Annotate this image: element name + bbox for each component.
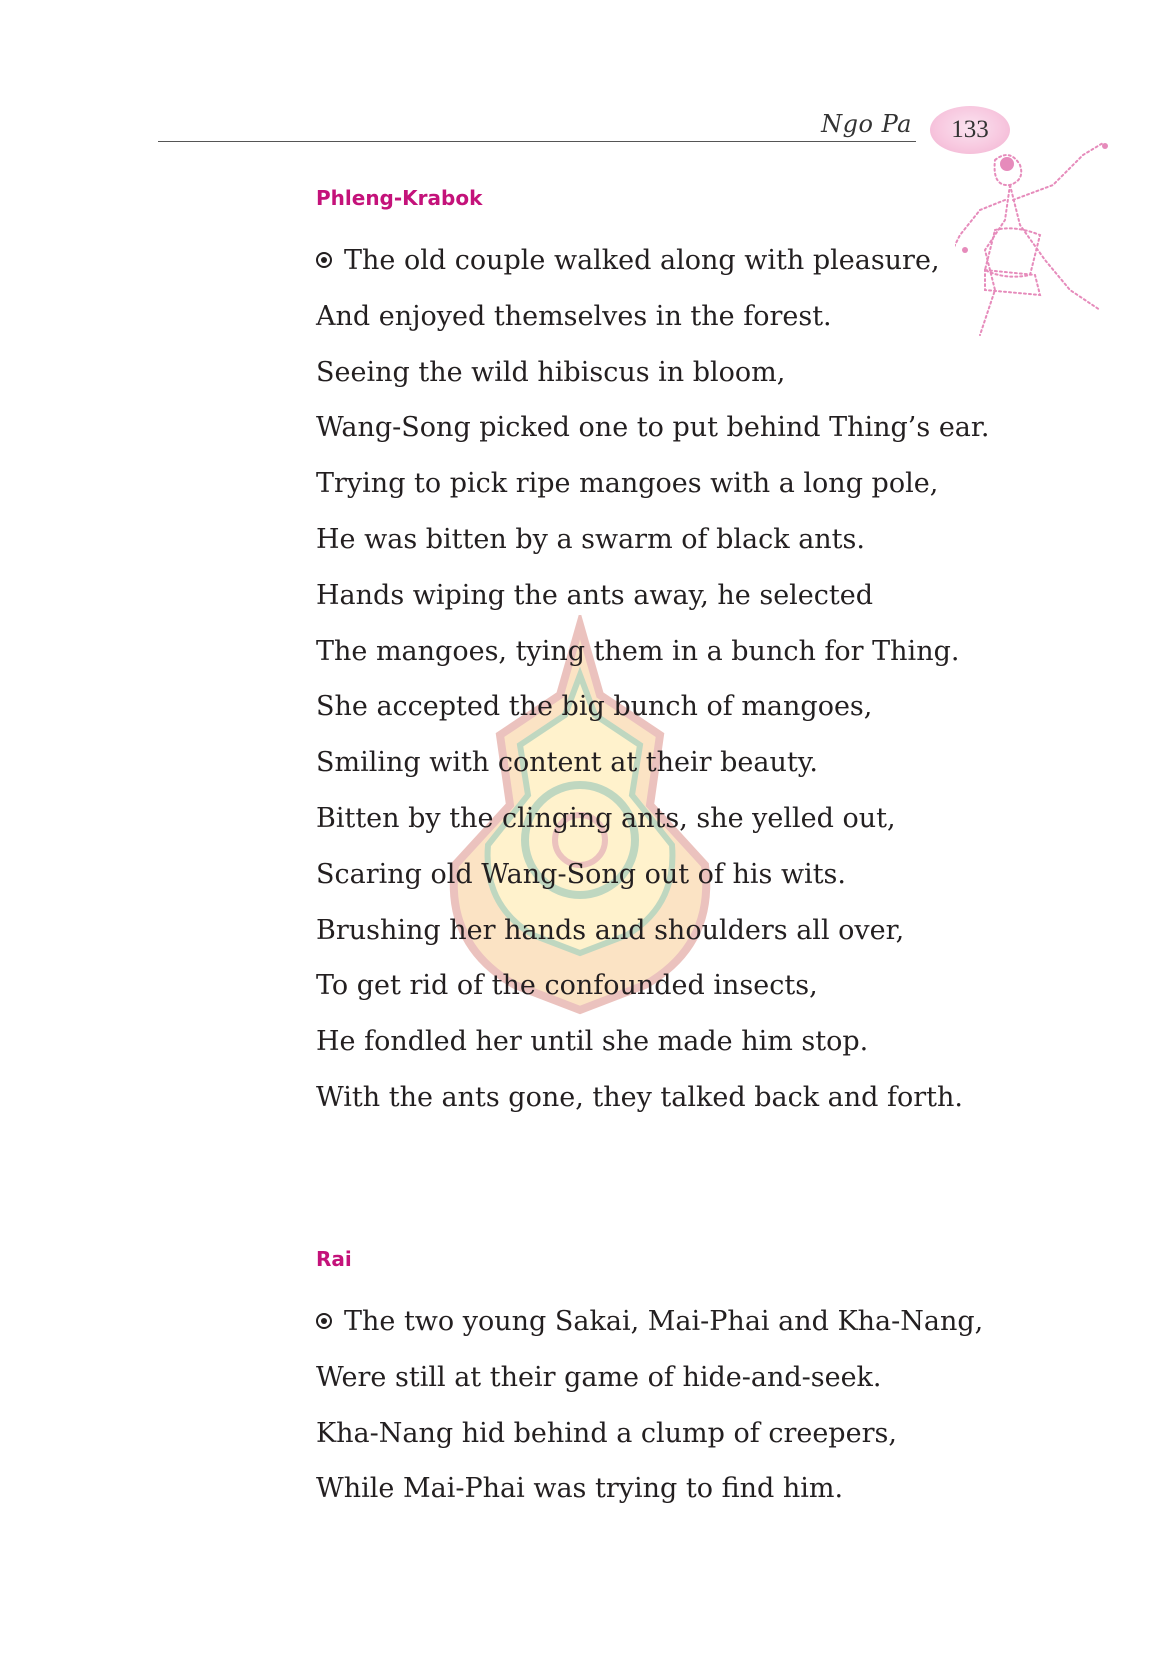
running-title: Ngo Pa bbox=[821, 110, 912, 138]
verse-line: The mangoes, tying them in a bunch for Thing. bbox=[316, 635, 960, 667]
verse-line: He was bitten by a swarm of black ants. bbox=[316, 523, 865, 555]
verse-line: With the ants gone, they talked back and forth. bbox=[316, 1081, 963, 1113]
verse-line: She accepted the big bunch of mangoes, bbox=[316, 691, 873, 723]
section-title-phleng-krabok: Phleng-Krabok bbox=[316, 186, 483, 210]
section-title-rai: Rai bbox=[316, 1247, 352, 1271]
verse-line: Seeing the wild hibiscus in bloom, bbox=[316, 356, 786, 388]
verse-line: Smiling with content at their beauty. bbox=[316, 747, 818, 779]
verse-line: Bitten by the clinging ants, she yelled out, bbox=[316, 802, 896, 834]
verse-line: He fondled her until she made him stop. bbox=[316, 1026, 869, 1058]
verse-line: Kha-Nang hid behind a clump of creepers, bbox=[316, 1417, 897, 1449]
verse-line: Wang-Song picked one to put behind Thing’s ear. bbox=[316, 412, 990, 444]
stanza-phleng-krabok bbox=[316, 233, 989, 1126]
verse-line: The old couple walked along with pleasure, bbox=[316, 233, 989, 289]
verse-line: While Mai-Phai was trying to find him. bbox=[316, 1473, 844, 1505]
header-rule bbox=[158, 141, 916, 142]
page-number: 133 bbox=[951, 116, 989, 143]
verse-line: Hands wiping the ants away, he selected bbox=[316, 579, 874, 611]
verse-line: The two young Sakai, Mai-Phai and Kha-Nang, bbox=[316, 1294, 983, 1350]
verse-line: Brushing her hands and shoulders all over, bbox=[316, 914, 905, 946]
verse-line: Trying to pick ripe mangoes with a long pole, bbox=[316, 468, 939, 500]
verse-line: To get rid of the confounded insects, bbox=[316, 970, 818, 1002]
verse-bullet-icon bbox=[316, 1313, 332, 1329]
stanza-rai bbox=[316, 1294, 983, 1517]
verse-line: Were still at their game of hide-and-seek. bbox=[316, 1361, 882, 1393]
verse-bullet-icon bbox=[316, 252, 332, 268]
verse-line: Scaring old Wang-Song out of his wits. bbox=[316, 858, 846, 890]
verse-line: And enjoyed themselves in the forest. bbox=[316, 300, 832, 332]
